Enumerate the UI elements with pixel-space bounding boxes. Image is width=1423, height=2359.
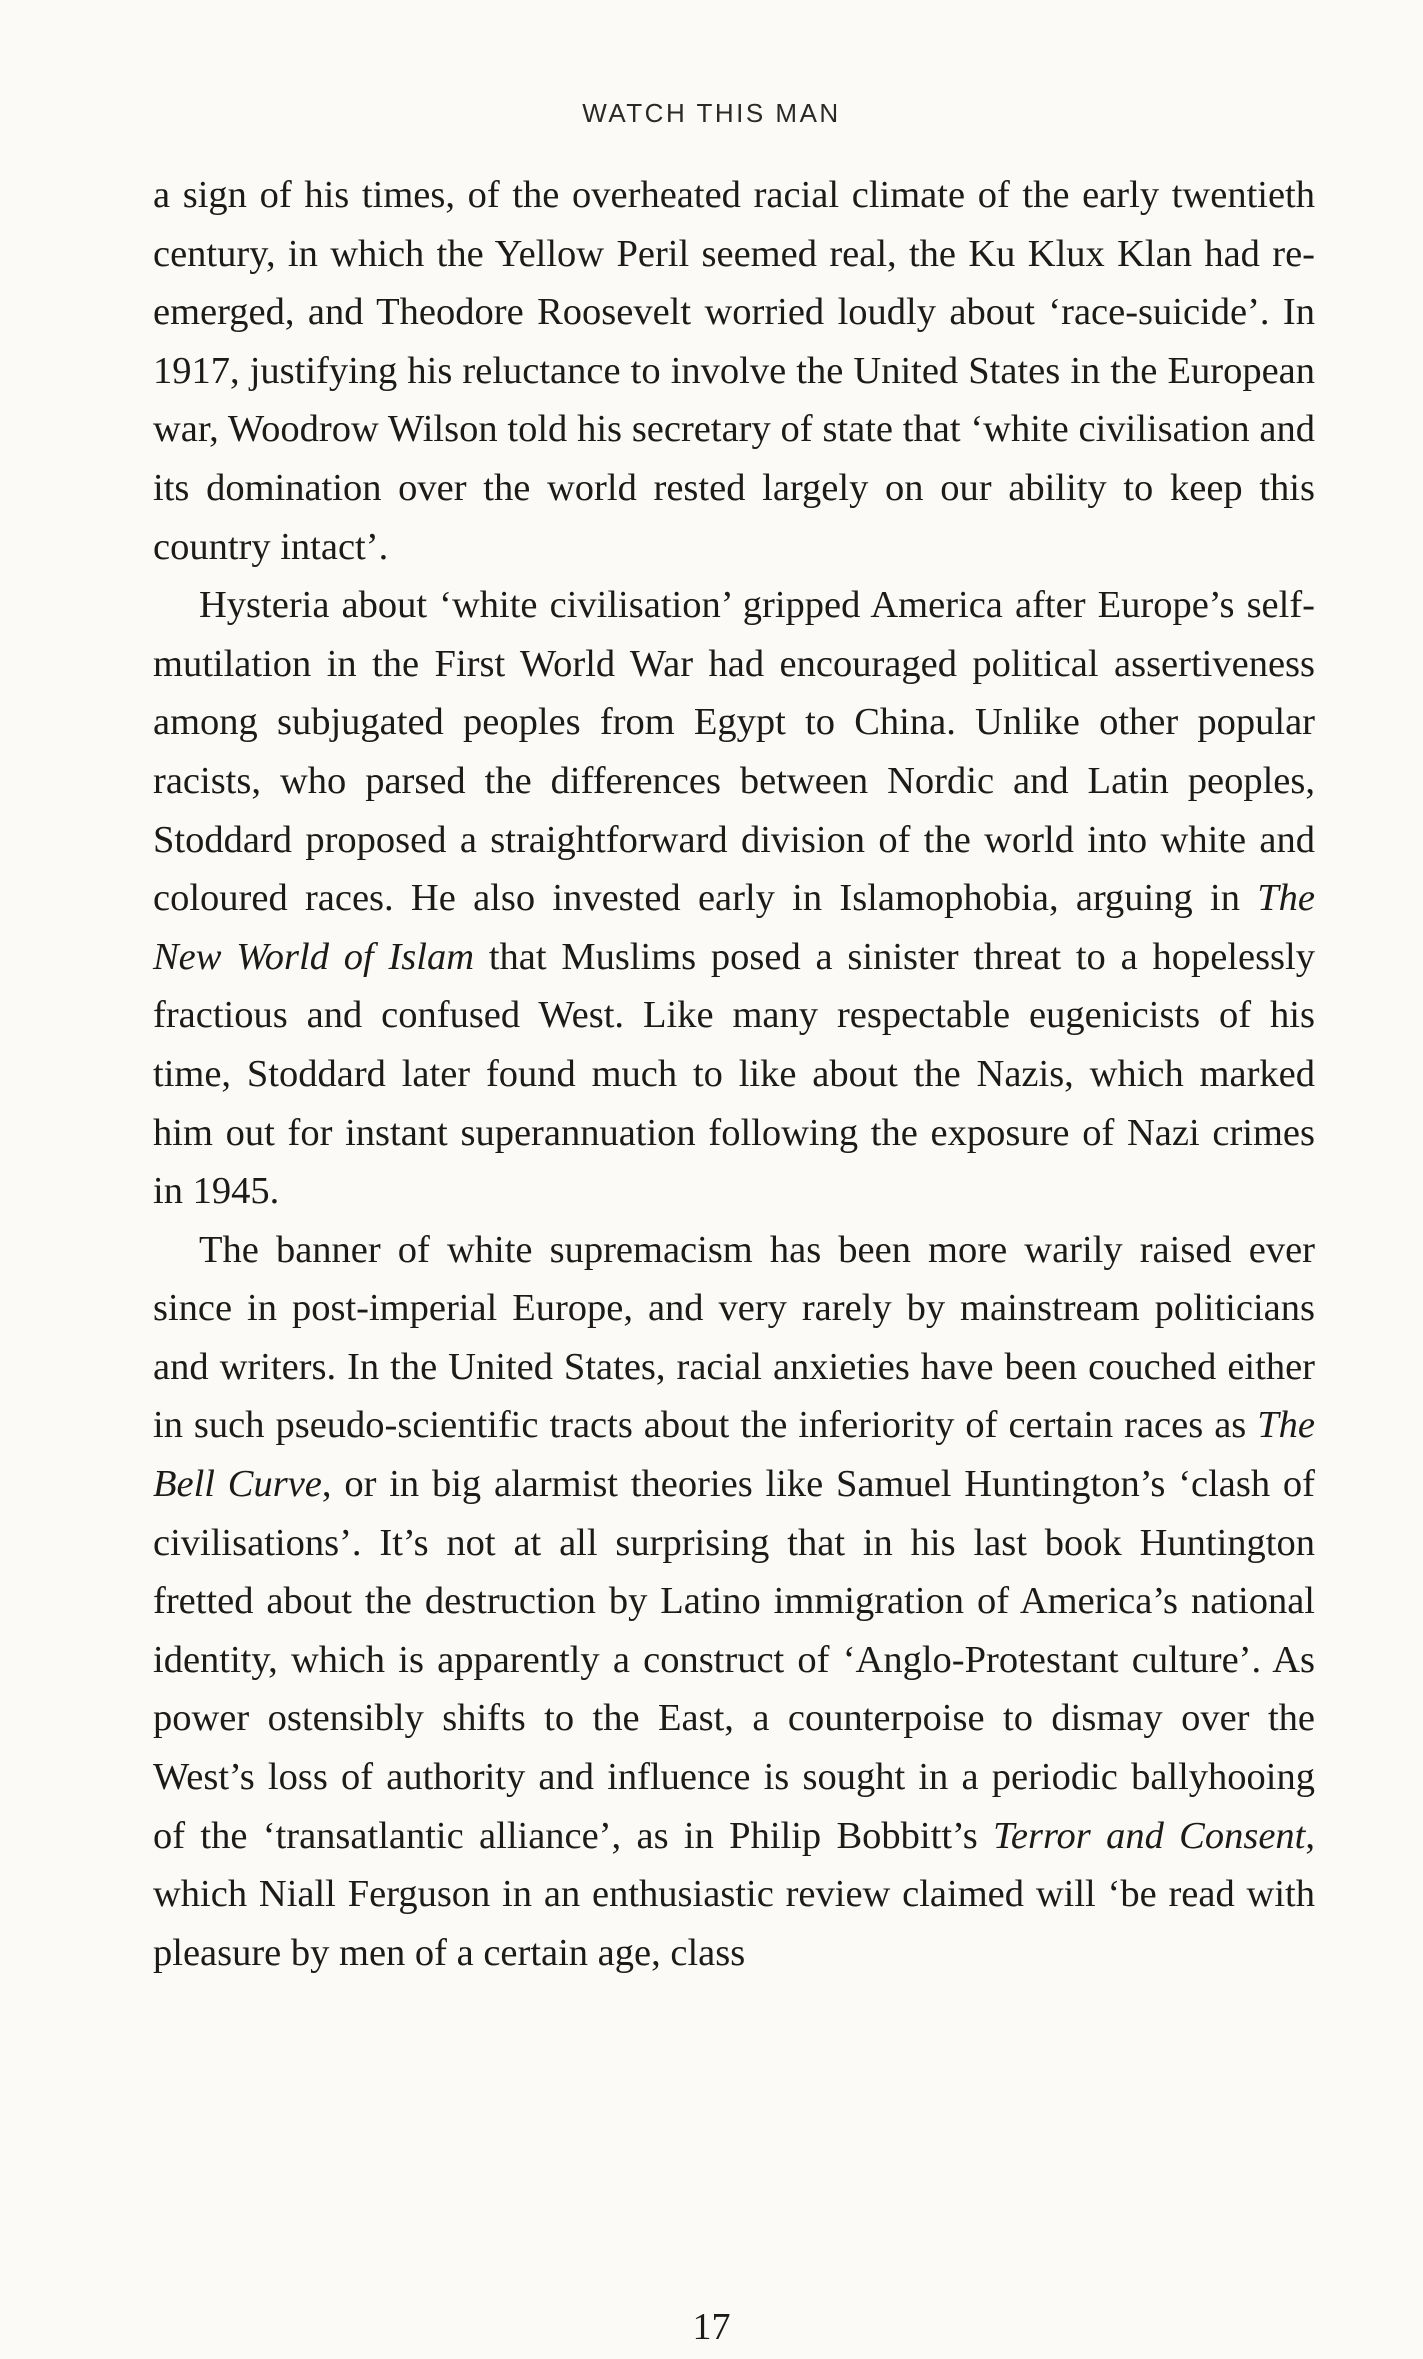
paragraph-3-text-a: The banner of white supremacism has been more warily raised ever since in post-imperial Europe, and very rarely by mainstream politicians and writers. In the United States, racial anxieties have been couched either in such pseudo-scientific tracts about the inferiority of certain races as — [153, 1228, 1315, 1447]
book-title-terror-and-consent: Terror and Consent — [993, 1814, 1306, 1857]
paragraph-1-text: a sign of his times, of the overheated racial climate of the early twentieth century, in which the Yellow Peril seemed real, the Ku Klux Klan had re-emerged, and Theodore Roosevelt worried loudly about ‘race-suicide’. In 1917, justifying his reluctance to involve the United States in the European war, Woodrow Wilson told his secretary of state that ‘white civilisation and its domination over the world rested largely on our ability to keep this country intact’. — [153, 174, 1315, 568]
body-text — [153, 166, 1315, 1982]
paragraph-3-text-c: , which Niall Ferguson in an enthusiastic review claimed will ‘be read with pleasure by men of a certain age, class — [153, 1814, 1316, 1974]
paragraph-2 — [153, 576, 1315, 1221]
page-number: 17 — [692, 2306, 731, 2348]
paragraph-3 — [153, 1221, 1315, 1983]
running-head: WATCH THIS MAN — [582, 98, 841, 128]
paragraph-2-text-a: Hysteria about ‘white civilisation’ gripped America after Europe’s self-mutilation in the First World War had encouraged political assertiveness among subjugated peoples from Egypt to China. Unlike other popular racists, who parsed the differences between Nordic and Latin peoples, Stoddard proposed a straightforward division of the world into white and coloured races. He also invested early in Islamophobia, arguing in — [153, 584, 1315, 920]
paragraph-1 — [153, 166, 1315, 576]
paragraph-2-text-b: that Muslims posed a sinister threat to a hopelessly fractious and confused West. Like many respectable eugenicists of his time, Stoddard later found much to like about the Nazis, which marked him out for instant superannuation following the exposure of Nazi crimes in 1945. — [153, 935, 1315, 1213]
book-title-new-world-of-islam: The New World of Islam — [153, 877, 1315, 978]
paragraph-3-text-b: , or in big alarmist theories like Samuel Huntington’s ‘clash of civilisations’. It’s not at all surprising that in his last book Huntington fretted about the destruction by Latino immigration of America’s national identity, which is apparently a construct of ‘Anglo-Protestant culture’. As power ostensibly shifts to the East, a counterpoise to dismay over the West’s loss of authority and influence is sought in a periodic ballyhooing of the ‘transatlantic alliance’, as in Philip Bobbitt’s — [153, 1463, 1315, 1857]
book-title-bell-curve: The Bell Curve — [153, 1404, 1315, 1506]
